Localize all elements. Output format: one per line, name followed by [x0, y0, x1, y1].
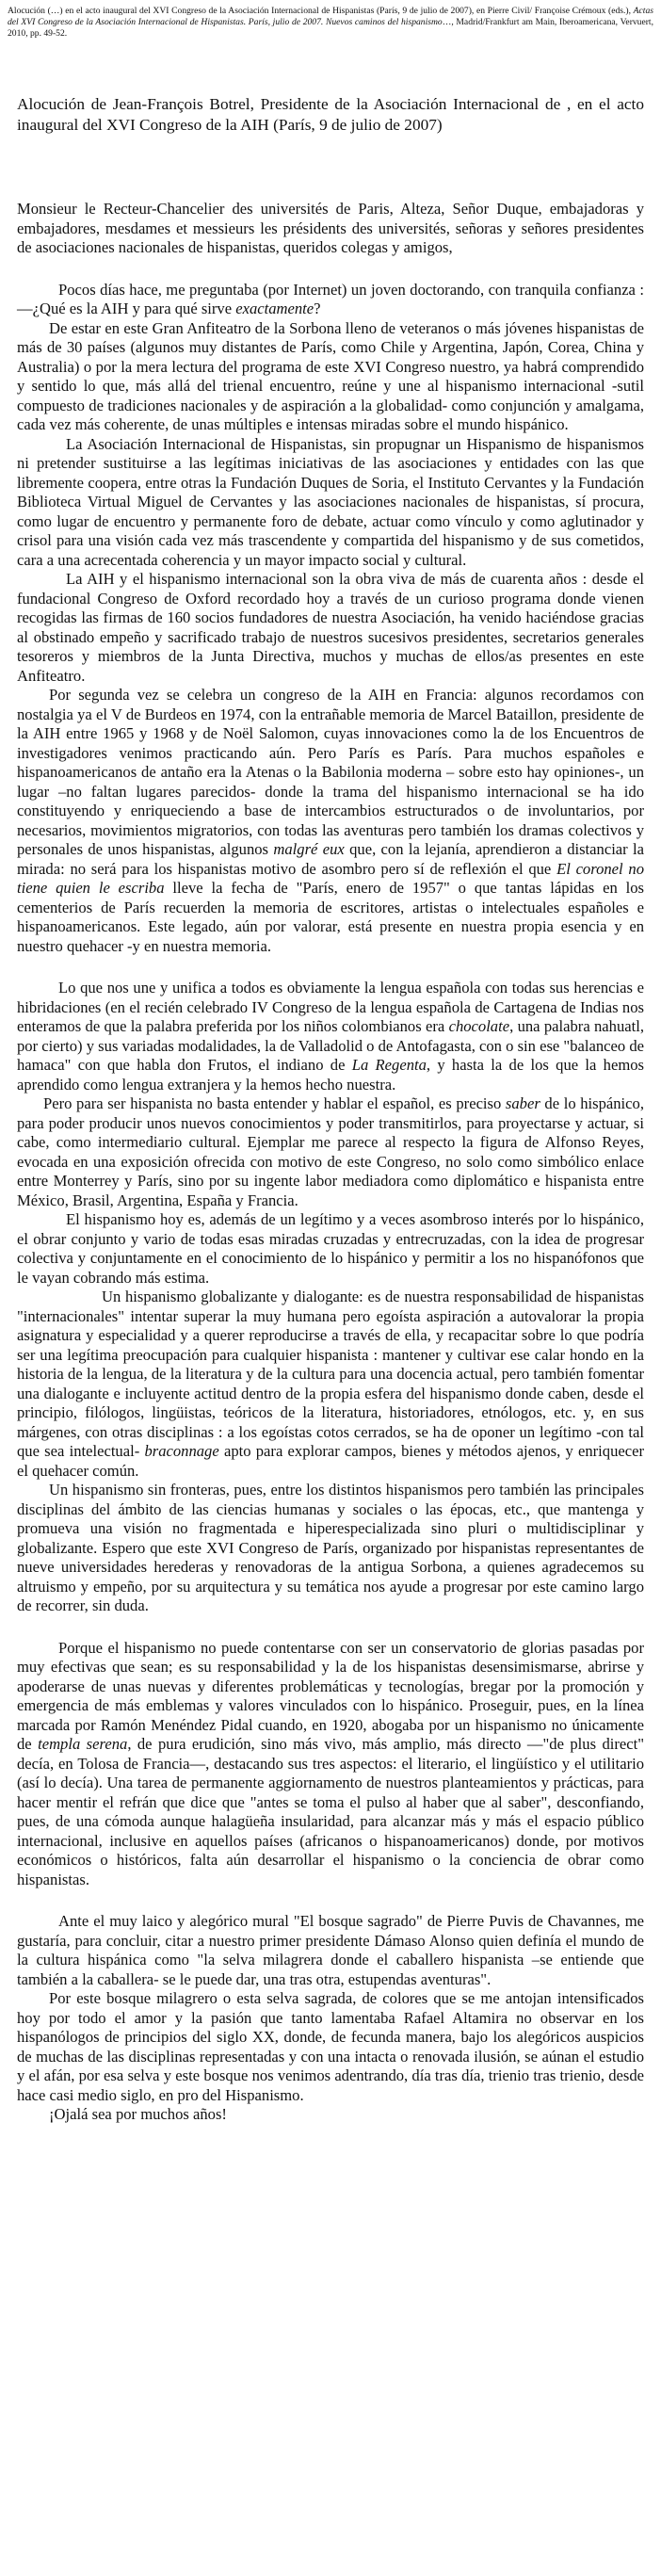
paragraph-2: Pocos días hace, me preguntaba (por Internet) un joven doctorando, con tranquila confianza : —¿Qué es la AIH y para qué sirve exactamente?: [17, 280, 644, 317]
citation-italic-title: Actas del XVI Congreso de la Asociación Internacional de Hispanistas. París, julio de 2007. Nuevos caminos del hispanismo: [8, 6, 653, 27]
paragraph-9: El hispanismo hoy es, además de un legítimo y a veces asombroso interés por lo hispánico, el obrar conjunto y vario de todas esas miradas cruzadas y entrecruzadas, con la idea de progresar colectiva y conjuntamente en el conocimiento de lo hispánico y permitir a los no hispanófonos que le vayan cobrando más estima.: [17, 1210, 644, 1287]
document-body: [17, 136, 644, 2125]
document-title: Alocución de Jean-François Botrel, Presidente de la Asociación Internacional de , en el acto inaugural del XVI Congreso de la AIH (París, 9 de julio de 2007): [17, 95, 644, 134]
paragraph-12: Porque el hispanismo no puede contentarse con ser un conservatorio de glorias pasadas por muy efectivas que sean; es su responsabilidad y la de los hispanistas desensimismarse, abrirse y apoderarse de unas nuevas y diferentes problemáticas y tecnologías, bregar por la promoción y emergencia de más emblemas y valores vinculados con lo hispánico. Proseguir, pues, en la línea marcada por Ramón Menéndez Pidal cuando, en 1920, abogaba por un hispanismo no únicamente de templa serena, de pura erudición, sino más vivo, más amplio, más directo —"de plus direct" decía, en Tolosa de Francia—, destacando sus tres aspectos: el literario, el lingüístico y el utilitario (así lo decía). Una tarea de permanente aggiornamento de nuestros planteamientos y prácticas, para hacer mentir el refrán que dice que "antes se toma el pulso al haber que al saber", desconfiando, pues, de una cómoda aunque halagüeña insularidad, para alcanzar más y más el espacio público internacional, inclusive en aquellos países (africanos o hispanoamericanos) donde, por motivos económicos o históricos, falta aún desarrollar el hispanismo o la conciencia de obrar como hispanistas.: [17, 1638, 644, 1888]
paragraph-5: La AIH y el hispanismo internacional son la obra viva de más de cuarenta años : desde el fundacional Congreso de Oxford recordado hoy a través de un curioso programa donde vienen recogidas las firmas de 160 socios fundadores de nuestra Asociación, ha venido haciéndose gracias al obstinado empeño y sacrificado trabajo de nuestros sucesivos presidentes, secretarios generales tesoreros y miembros de la Junta Directiva, muchos y muchas de ellos/as presentes en este Anfiteatro.: [17, 570, 644, 685]
paragraph-7: Lo que nos une y unifica a todos es obviamente la lengua española con todas sus herencias e hibridaciones (en el recién celebrado IV Congreso de la lengua española de Cartagena de Indias nos enteramos de que la palabra preferida por los niños colombianos era chocolate, una palabra nahuatl, por cierto) y sus variadas modalidades, la de Valladolid o de Antofagasta, con o sin ese "balanceo de hamaca" con que habla don Frutos, el indiano de La Regenta, y hasta la de los que la hemos aprendido como lengua extranjera y la hemos hecho nuestra.: [17, 979, 644, 1094]
paragraph-3: De estar en este Gran Anfiteatro de la Sorbona lleno de veteranos o más jóvenes hispanistas de más de 30 países (algunos muy distantes de París, como Chile y Argentina, Japón, Corea, China y Australia) o por la mera lectura del programa de este XVI Congreso nuestro, ya habrá comprendido y sentido lo que, más allá del trienal encuentro, reúne y une al hispanismo internacional -sutil compuesto de tradiciones nacionales y de aspiración a la globalidad- como conjunción y amalgama, cada vez más coherente, de unas múltiples e intensas miradas sobre el mundo hispánico.: [17, 318, 644, 433]
citation-part-1: Alocución (…) en el acto inaugural del XVI Congreso de la Asociación Internacional de Hispanistas (París, 9 de julio de 2007), en Pierre Civil/ Françoise Crémoux (eds.),: [8, 6, 634, 16]
paragraph-closing: ¡Ojalá sea por muchos años!: [49, 2105, 227, 2123]
paragraph-6: Por segunda vez se celebra un congreso de la AIH en Francia: algunos recordamos con nostalgia ya el V de Burdeos en 1974, con la entrañable memoria de Marcel Bataillon, presidente de la AIH entre 1965 y 1968 y de Noël Salomon, cuyas innovaciones como la de los Encuentros de investigadores venimos practicando aún. Pero París es París. Para muchos españoles e hispanoamericanos de antaño era la Atenas o la Babilonia moderna – sobre esto hay opiniones-, un lugar –no faltan lugares parecidos- donde la trama del hispanismo internacional se ha ido constituyendo y enriqueciendo a base de intercambios estructurados o de involuntarios, por necesarios, movimientos migratorios, con todas las aventuras pero también los dramas colectivos y personales de unos hispanistas, algunos malgré eux que, con la lejanía, aprendieron a distanciar la mirada: no será para los hispanistas motivo de asombro pero sí de reflexión el que El coronel no tiene quien le escriba lleve la fecha de "París, enero de 1957" o que tantas lápidas en los cementerios de París recuerden la memoria de escritores, artistas o intelectuales españoles e hispanoamericanos. Este legado, aún por valorar, está presente en nuestra propia esencia y en nuestro quehacer -y en nuestra memoria.: [17, 686, 645, 955]
paragraph-10: Un hispanismo globalizante y dialogante: es de nuestra responsabilidad de hispanistas "internacionales" intentar superar la muy humana pero egoísta aspiración a autovalorar la propia asignatura y especialidad y a querer reproducirse a través de ella, y recapacitar sobre lo que podría ser una legítima preocupación para cualquier hispanista : mantener y cultivar ese calar hondo en la historia de la lengua, de la literatura y de la cultura para una docencia actual, pero también fomentar una dialogante e incluyente actitud dentro de la propia esfera del hispanismo donde caben, desde el principio, filólogos, lingüistas, teóricos de la literatura, historiadores, etnólogos, etc. y, en sus márgenes, con otras disciplinas : a los egoístas cotos cerrados, se ha de oponer un legítimo -con tal que sea intelectual- braconnage apto para explorar campos, bienes y métodos ajenos, y enriquecer el quehacer común.: [17, 1288, 644, 1480]
citation-part-3: …, Madrid/Frankfurt am Main, Iberoamericana, Vervuert, 2010, pp. 49-52.: [8, 17, 653, 39]
paragraph-salutation: Monsieur le Recteur-Chancelier des universités de Paris, Alteza, Señor Duque, embajadoras y embajadores, mesdames et messieurs les présidents des universités, señoras y señores presidentes de asociaciones nacionales de hispanistas, queridos colegas y amigos,: [17, 200, 644, 256]
citation-header: [8, 6, 653, 40]
paragraph-11: Un hispanismo sin fronteras, pues, entre los distintos hispanismos pero también las principales disciplinas del ámbito de las ciencias humanas y sociales o las épocas, etc., que mantenga y promueva una visión no fragmentada e hiperespecializada sino pluri o multidisciplinar y globalizante. Espero que este XVI Congreso de París, organizado por hispanistas representantes de nueve universidades herederas y renovadoras de la antigua Sorbona, a quienes agradecemos su altruismo y empeño, por su arquitectura y su temática nos ayude a progresar por este camino largo de recorrer, sin duda.: [17, 1481, 644, 1614]
paragraph-13: Ante el muy laico y alegórico mural "El bosque sagrado" de Pierre Puvis de Chavannes, me gustaría, para concluir, citar a nuestro primer presidente Dámaso Alonso quien definía el mundo de la cultura hispánica como "la selva milagrera donde el caballero hispanista –se entiende que también a la caballera- se le puede dar, una tras otra, estupendas aventuras".: [17, 1912, 644, 1988]
paragraph-14: Por este bosque milagrero o esta selva sagrada, de colores que se me antojan intensificados hoy por todo el amor y la pasión que tanto lamentaba Rafael Altamira no observar en los hispanólogos de principios del siglo XX, donde, de fecunda manera, bajo los alegóricos auspicios de muchas de las disciplinas representadas y con una intacta o renovada ilusión, se aúnan el estudio y el afán, por esa selva y este bosque nos venimos adentrando, día tras día, trienio tras trienio, desde hace casi medio siglo, en pro del Hispanismo.: [17, 1989, 644, 2104]
paragraph-4: La Asociación Internacional de Hispanistas, sin propugnar un Hispanismo de hispanismos ni pretender sustituirse a las legítimas iniciativas de las asociaciones y entidades con las que libremente coopera, entre otras la Fundación Duques de Soria, el Instituto Cervantes y la Fundación Biblioteca Virtual Miguel de Cervantes y las asociaciones nacionales de hispanistas, sí procura, como lugar de encuentro y permanente foro de debate, actuar como vínculo y como aglutinador y crisol para una visión cada vez más trascendente y compartida del hispanismo y de sus cometidos, cara a una acrecentada coherencia y un mayor impacto social y cultural.: [17, 434, 644, 569]
paragraph-8: Pero para ser hispanista no basta entender y hablar el español, es preciso saber de lo hispánico, para poder producir unos nuevos conocimientos y poder transmitirlos, para proyectarse y actuar, si cabe, como intermediario cultural. Ejemplar me parece al respecto la figura de Alfonso Reyes, evocada en una exposición ofrecida con motivo de este Congreso, no solo como simbólico enlace entre Monterrey y París, sino por su ingente labor mediadora como diplomático e hispanista entre México, Brasil, Argentina, España y Francia.: [17, 1094, 644, 1209]
